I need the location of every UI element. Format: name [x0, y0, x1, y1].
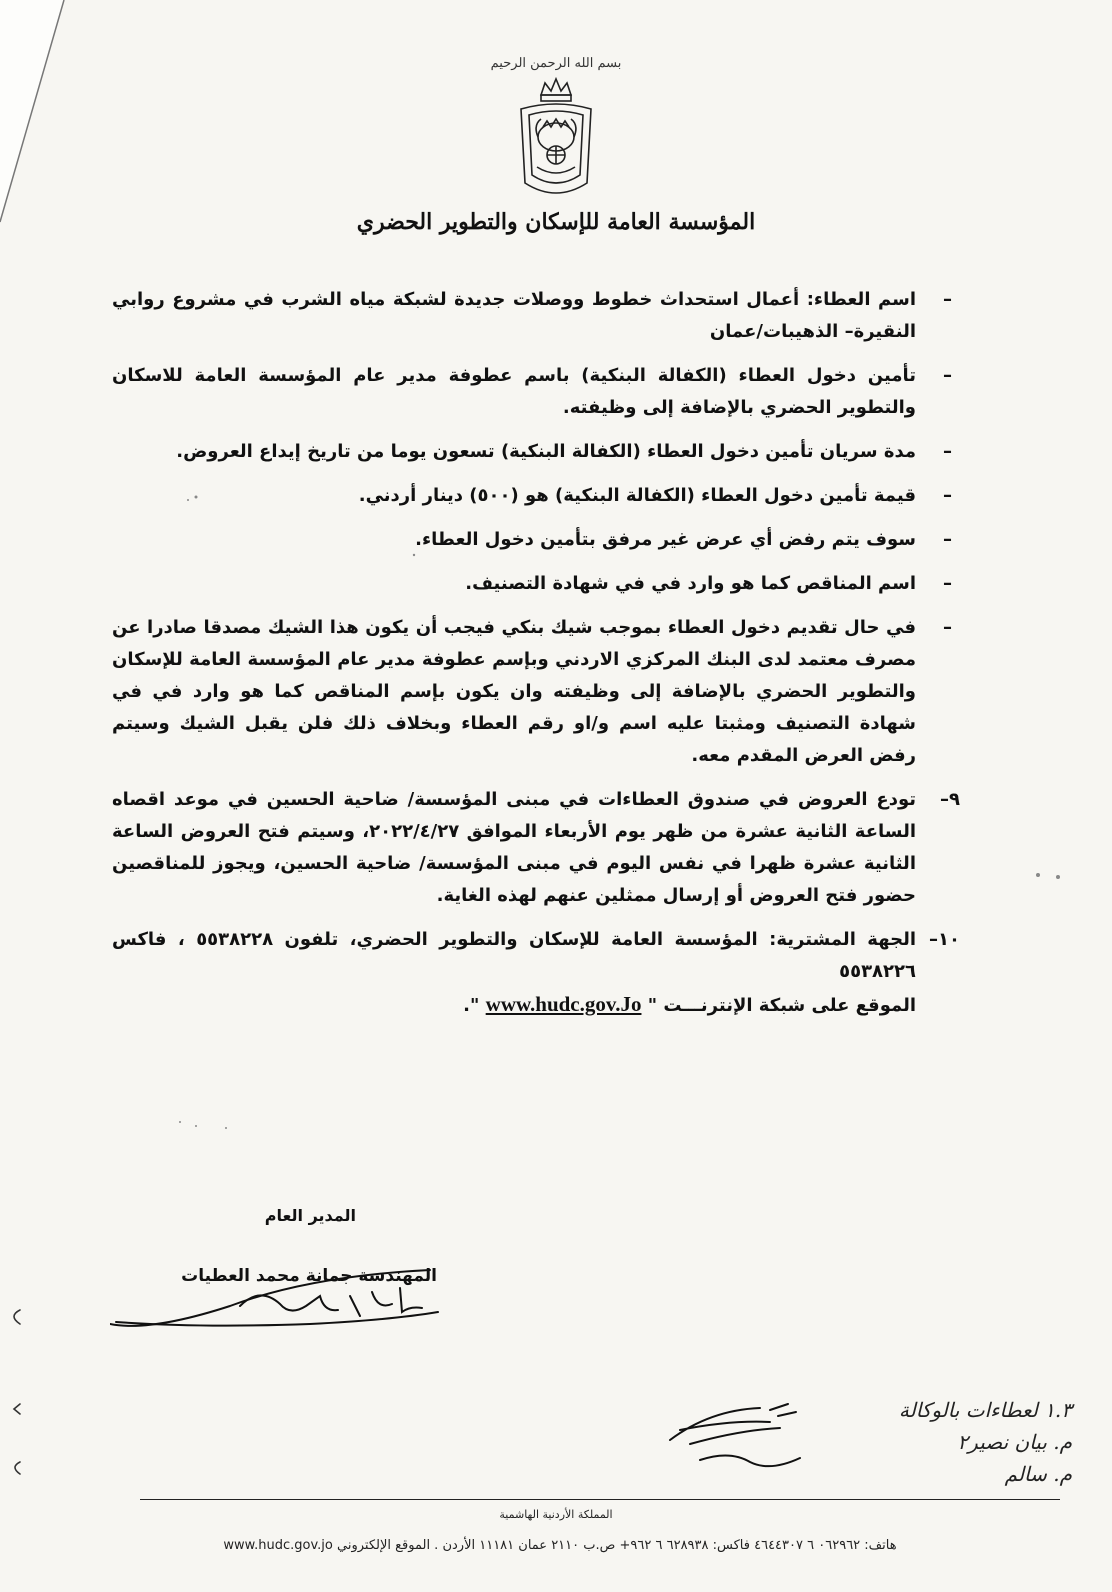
website-link[interactable]: www.hudc.gov.Jo [485, 992, 642, 1016]
tender-terms [112, 284, 960, 1034]
item-marker: – [943, 365, 952, 386]
item-marker: – [943, 289, 952, 310]
item-text: اسم العطاء: أعمال استحداث خطوط ووصلات جديدة لشبكة مياه الشرب في مشروع روابي النقيرة– الذهيبات/عمان [112, 289, 916, 342]
handwritten-routing-notes [899, 1394, 1072, 1490]
footer-country: المملكة الأردنية الهاشمية [499, 1508, 613, 1521]
term-item-9 [112, 784, 960, 912]
handwritten-note: ١.٣ لعطاءات بالوكالة [898, 1398, 1072, 1422]
term-item-10 [112, 924, 960, 1022]
term-item [112, 568, 952, 600]
item-number: ٩– [940, 789, 960, 810]
item-text: قيمة تأمين دخول العطاء (الكفالة البنكية) هو (٥٠٠) دينار أردني. [358, 485, 916, 506]
item-text: تأمين دخول العطاء (الكفالة البنكية) باسم عطوفة مدير عام المؤسسة العامة للاسكان والتطوير الحضري بالإضافة إلى وظيفته. [112, 365, 916, 418]
handwritten-initials-icon [660, 1400, 810, 1485]
basmala: بسم الله الرحمن الرحيم [490, 56, 622, 71]
handwritten-note: م. بيان نصير٢ [957, 1430, 1072, 1454]
item-text: سوف يتم رفض أي عرض غير مرفق بتأمين دخول العطاء. [415, 529, 916, 550]
item-marker: – [943, 617, 952, 638]
item-marker: – [943, 441, 952, 462]
term-item [112, 524, 952, 556]
item-text: الجهة المشترية: المؤسسة العامة للإسكان والتطوير الحضري، تلفون ٥٥٣٨٢٢٨ ، فاكس ٥٥٣٨٢٢٦ [112, 929, 917, 982]
item-text: مدة سريان تأمين دخول العطاء (الكفالة البنكية) تسعون يوما من تاريخ إيداع العروض. [176, 441, 916, 462]
footer-divider [140, 1499, 1060, 1500]
signature-icon [110, 1266, 450, 1356]
item-number: ١٠– [929, 929, 960, 950]
term-item [112, 480, 952, 512]
website-prefix: الموقع على شبكة الإنترنـــت " [647, 995, 916, 1016]
term-item [112, 360, 952, 424]
term-item [112, 436, 952, 468]
item-text: اسم المناقص كما هو وارد في في شهادة التصنيف. [465, 573, 916, 594]
item-text: تودع العروض في صندوق العطاءات في مبنى المؤسسة/ ضاحية الحسين في موعد اقصاه الساعة الثانية عشرة من ظهر يوم الأربعاء الموافق ٢٠٢٢/٤/٢٧، وسيتم فتح العروض الساعة الثانية عشرة ظهرا في نفس اليوم في مبنى المؤسسة/ ضاحية الحسين، ويجوز للمناقصين حضور فتح العروض أو إرسال ممثلين عنهم لهذه الغاية. [112, 789, 917, 906]
signatory-title: المدير العام [264, 1206, 356, 1225]
term-item [112, 612, 952, 772]
website-suffix: ". [463, 995, 480, 1016]
item-text: في حال تقديم دخول العطاء بموجب شيك بنكي فيجب أن يكون هذا الشيك مصدقا صادرا عن مصرف معتمد لدى البنك المركزي الاردني وبإسم عطوفة مدير عام المؤسسة العامة للإسكان والتطوير الحضري بالإضافة إلى وظيفته وان يكون بإسم المناقص كما هو وارد في في شهادة التصنيف ومثبتا عليه اسم و/او رقم العطاء وبخلاف ذلك فلن يقبل الشيك وسيتم رفض العرض المقدم معه. [112, 617, 916, 766]
organization-name: المؤسسة العامة للإسكان والتطوير الحضري [356, 209, 756, 235]
term-item [112, 284, 952, 348]
footer-contact: هاتف: ٠٦٢٩٦٢ ٦ ٤٦٤٤٣٠٧ فاكس: ٦٢٨٩٣٨ ٦ ٩٦٢+ ص.ب ٢١١٠ عمان ١١١٨١ الأردن . الموقع الإلكتروني www.hudc.gov.jo [223, 1538, 897, 1553]
signatory-name: المهندسة جمانة محمد العطيات [181, 1266, 437, 1286]
handwritten-note: م. سالم [1004, 1462, 1072, 1486]
letterhead [0, 56, 1112, 235]
item-marker: – [943, 485, 952, 506]
item-marker: – [943, 573, 952, 594]
item-marker: – [943, 529, 952, 550]
royal-emblem-icon [511, 75, 601, 205]
